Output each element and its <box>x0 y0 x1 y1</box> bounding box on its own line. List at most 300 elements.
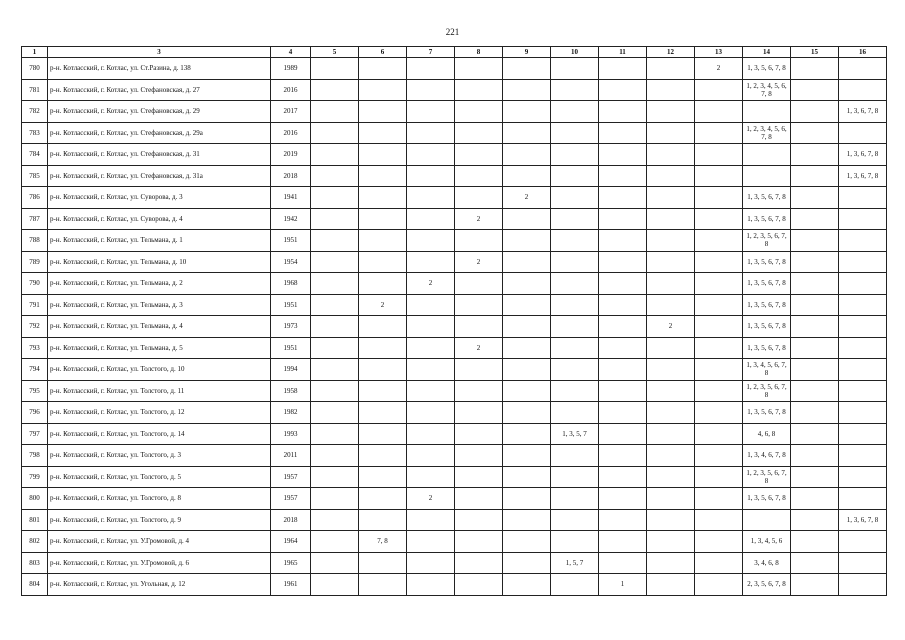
table-cell <box>407 359 455 381</box>
address-cell: р-н. Котласский, г. Котлас, ул. Угольная, д. 12 <box>48 574 271 596</box>
row-number-cell: 797 <box>22 423 48 445</box>
table-cell <box>455 144 503 166</box>
row-number-cell: 781 <box>22 79 48 101</box>
row-number-cell: 800 <box>22 488 48 510</box>
table-cell <box>839 423 887 445</box>
table-cell <box>695 402 743 424</box>
table-cell <box>551 79 599 101</box>
row-number-cell: 798 <box>22 445 48 467</box>
row-number-cell: 786 <box>22 187 48 209</box>
table-cell <box>695 251 743 273</box>
table-cell <box>551 316 599 338</box>
table-cell: 1, 2, 3, 4, 5, 6, 7, 8 <box>743 122 791 144</box>
table-cell <box>599 230 647 252</box>
column-header: 11 <box>599 47 647 58</box>
table-cell <box>791 445 839 467</box>
table-row <box>22 445 887 467</box>
table-cell <box>359 445 407 467</box>
table-cell <box>455 316 503 338</box>
table-cell <box>311 552 359 574</box>
table-cell <box>455 165 503 187</box>
table-cell: 1, 2, 3, 5, 6, 7, 8 <box>743 380 791 402</box>
table-cell <box>647 273 695 295</box>
table-row <box>22 79 887 101</box>
table-cell <box>407 79 455 101</box>
table-cell <box>743 509 791 531</box>
table-cell <box>551 445 599 467</box>
table-cell <box>311 509 359 531</box>
table-cell <box>647 531 695 553</box>
table-cell <box>647 79 695 101</box>
address-cell: р-н. Котласский, г. Котлас, ул. Толстого, д. 14 <box>48 423 271 445</box>
table-cell <box>455 359 503 381</box>
table-cell <box>503 359 551 381</box>
table-cell: 1, 3, 5, 6, 7, 8 <box>743 208 791 230</box>
table-cell <box>455 509 503 531</box>
address-cell: р-н. Котласский, г. Котлас, ул. Стефановская, д. 31а <box>48 165 271 187</box>
table-row <box>22 58 887 80</box>
table-cell <box>359 316 407 338</box>
address-cell: р-н. Котласский, г. Котлас, ул. У.Громовой, д. 6 <box>48 552 271 574</box>
table-cell <box>503 402 551 424</box>
table-cell: 2 <box>647 316 695 338</box>
address-cell: р-н. Котласский, г. Котлас, ул. Толстого, д. 11 <box>48 380 271 402</box>
table-cell <box>647 488 695 510</box>
table-cell <box>455 552 503 574</box>
row-number-cell: 788 <box>22 230 48 252</box>
table-row <box>22 402 887 424</box>
table-cell <box>647 509 695 531</box>
table-cell: 1 <box>599 574 647 596</box>
table-cell <box>647 208 695 230</box>
table-cell <box>599 144 647 166</box>
table-cell <box>791 380 839 402</box>
table-row <box>22 552 887 574</box>
table-cell: 1, 3, 4, 5, 6 <box>743 531 791 553</box>
year-cell: 1941 <box>271 187 311 209</box>
table-cell <box>551 58 599 80</box>
table-cell: 1, 3, 6, 7, 8 <box>839 165 887 187</box>
table-cell <box>551 230 599 252</box>
table-cell <box>311 79 359 101</box>
table-cell: 2 <box>407 488 455 510</box>
table-cell <box>503 488 551 510</box>
year-cell: 2016 <box>271 122 311 144</box>
table-row <box>22 509 887 531</box>
table-cell <box>647 380 695 402</box>
table-row <box>22 251 887 273</box>
table-cell <box>503 294 551 316</box>
table-cell <box>311 466 359 488</box>
table-cell <box>551 294 599 316</box>
column-header: 7 <box>407 47 455 58</box>
table-row <box>22 380 887 402</box>
table-cell <box>599 337 647 359</box>
table-row <box>22 273 887 295</box>
table-cell <box>455 273 503 295</box>
table-cell <box>647 230 695 252</box>
table-row <box>22 187 887 209</box>
address-cell: р-н. Котласский, г. Котлас, ул. Тельмана, д. 3 <box>48 294 271 316</box>
table-cell <box>311 251 359 273</box>
table-cell <box>839 79 887 101</box>
address-cell: р-н. Котласский, г. Котлас, ул. Стефановская, д. 29а <box>48 122 271 144</box>
table-cell: 1, 3, 5, 6, 7, 8 <box>743 316 791 338</box>
year-cell: 1958 <box>271 380 311 402</box>
table-cell <box>311 294 359 316</box>
table-cell <box>359 230 407 252</box>
table-row <box>22 294 887 316</box>
table-cell: 1, 3, 5, 6, 7, 8 <box>743 488 791 510</box>
row-number-cell: 782 <box>22 101 48 123</box>
row-number-cell: 795 <box>22 380 48 402</box>
table-cell: 1, 3, 6, 7, 8 <box>839 101 887 123</box>
table-cell <box>503 273 551 295</box>
table-cell <box>791 58 839 80</box>
table-cell <box>359 488 407 510</box>
table-cell <box>791 488 839 510</box>
table-cell <box>455 423 503 445</box>
table-cell <box>407 574 455 596</box>
table-cell <box>695 79 743 101</box>
table-cell <box>695 466 743 488</box>
year-cell: 1951 <box>271 230 311 252</box>
table-cell <box>455 294 503 316</box>
table-cell <box>407 402 455 424</box>
table-cell <box>551 574 599 596</box>
year-cell: 1982 <box>271 402 311 424</box>
table-cell <box>311 423 359 445</box>
table-cell <box>791 359 839 381</box>
table-cell <box>647 58 695 80</box>
row-number-cell: 803 <box>22 552 48 574</box>
address-cell: р-н. Котласский, г. Котлас, ул. Тельмана, д. 10 <box>48 251 271 273</box>
table-cell <box>359 552 407 574</box>
table-cell <box>839 294 887 316</box>
table-cell <box>455 531 503 553</box>
table-cell <box>551 509 599 531</box>
year-cell: 2011 <box>271 445 311 467</box>
table-cell <box>647 402 695 424</box>
row-number-cell: 792 <box>22 316 48 338</box>
table-cell: 3, 4, 6, 8 <box>743 552 791 574</box>
table-cell <box>503 122 551 144</box>
table-cell: 1, 3, 6, 7, 8 <box>839 509 887 531</box>
table-cell: 1, 2, 3, 5, 6, 7, 8 <box>743 466 791 488</box>
table-row <box>22 122 887 144</box>
table-cell <box>695 574 743 596</box>
table-cell <box>311 445 359 467</box>
table-cell <box>503 144 551 166</box>
table-row <box>22 466 887 488</box>
table-cell <box>311 208 359 230</box>
table-cell <box>839 273 887 295</box>
year-cell: 1942 <box>271 208 311 230</box>
table-cell: 1, 3, 5, 7 <box>551 423 599 445</box>
row-number-cell: 785 <box>22 165 48 187</box>
table-cell <box>839 359 887 381</box>
table-cell <box>503 531 551 553</box>
table-cell <box>551 144 599 166</box>
table-cell <box>551 380 599 402</box>
table-cell <box>407 101 455 123</box>
address-cell: р-н. Котласский, г. Котлас, ул. Суворова, д. 3 <box>48 187 271 209</box>
column-header: 12 <box>647 47 695 58</box>
table-cell <box>599 251 647 273</box>
table-cell <box>311 58 359 80</box>
table-cell <box>647 423 695 445</box>
table-cell <box>599 531 647 553</box>
row-number-cell: 794 <box>22 359 48 381</box>
registry-table <box>21 46 887 596</box>
table-cell <box>359 574 407 596</box>
column-header: 4 <box>271 47 311 58</box>
table-cell <box>407 380 455 402</box>
year-cell: 1964 <box>271 531 311 553</box>
table-cell <box>599 101 647 123</box>
table-cell <box>791 574 839 596</box>
address-cell: р-н. Котласский, г. Котлас, ул. Толстого, д. 3 <box>48 445 271 467</box>
table-cell <box>839 488 887 510</box>
table-row <box>22 101 887 123</box>
table-cell <box>407 230 455 252</box>
table-cell: 1, 3, 4, 6, 7, 8 <box>743 445 791 467</box>
table-cell <box>695 101 743 123</box>
table-cell <box>791 294 839 316</box>
table-cell <box>311 531 359 553</box>
table-cell <box>695 509 743 531</box>
table-cell <box>695 337 743 359</box>
table-cell <box>359 122 407 144</box>
column-header: 6 <box>359 47 407 58</box>
row-number-cell: 790 <box>22 273 48 295</box>
table-cell <box>359 466 407 488</box>
table-cell <box>359 380 407 402</box>
table-cell <box>359 423 407 445</box>
table-cell: 1, 5, 7 <box>551 552 599 574</box>
table-cell <box>839 58 887 80</box>
table-cell <box>839 402 887 424</box>
table-cell: 1, 3, 6, 7, 8 <box>839 144 887 166</box>
table-cell <box>599 423 647 445</box>
table-cell <box>599 466 647 488</box>
table-cell <box>647 552 695 574</box>
year-cell: 1961 <box>271 574 311 596</box>
table-cell <box>359 101 407 123</box>
table-cell <box>551 165 599 187</box>
table-cell <box>311 380 359 402</box>
table-cell <box>311 574 359 596</box>
table-cell <box>455 79 503 101</box>
table-cell <box>407 531 455 553</box>
table-cell <box>407 509 455 531</box>
table-cell <box>839 230 887 252</box>
row-number-cell: 793 <box>22 337 48 359</box>
column-header: 13 <box>695 47 743 58</box>
table-cell: 1, 3, 5, 6, 7, 8 <box>743 273 791 295</box>
address-cell: р-н. Котласский, г. Котлас, ул. Тельмана, д. 4 <box>48 316 271 338</box>
table-cell <box>839 380 887 402</box>
table-row <box>22 144 887 166</box>
table-cell: 1, 3, 5, 6, 7, 8 <box>743 187 791 209</box>
table-cell: 2, 3, 5, 6, 7, 8 <box>743 574 791 596</box>
table-cell: 2 <box>455 251 503 273</box>
table-cell: 7, 8 <box>359 531 407 553</box>
address-cell: р-н. Котласский, г. Котлас, ул. Стефановская, д. 31 <box>48 144 271 166</box>
table-cell <box>695 423 743 445</box>
table-row <box>22 165 887 187</box>
table-cell <box>503 58 551 80</box>
year-cell: 1968 <box>271 273 311 295</box>
table-cell <box>455 58 503 80</box>
table-cell <box>503 445 551 467</box>
table-cell <box>599 445 647 467</box>
page-number: 221 <box>445 27 460 37</box>
table-cell <box>791 208 839 230</box>
table-cell <box>407 208 455 230</box>
row-number-cell: 791 <box>22 294 48 316</box>
address-cell: р-н. Котласский, г. Котлас, ул. Тельмана, д. 1 <box>48 230 271 252</box>
address-cell: р-н. Котласский, г. Котлас, ул. У.Громовой, д. 4 <box>48 531 271 553</box>
table-cell <box>791 187 839 209</box>
table-cell <box>791 144 839 166</box>
address-cell: р-н. Котласский, г. Котлас, ул. Тельмана, д. 2 <box>48 273 271 295</box>
table-cell <box>551 488 599 510</box>
table-row <box>22 488 887 510</box>
table-cell <box>647 251 695 273</box>
table-cell <box>311 187 359 209</box>
table-cell <box>647 122 695 144</box>
table-cell <box>311 101 359 123</box>
table-cell <box>551 531 599 553</box>
address-cell: р-н. Котласский, г. Котлас, ул. Толстого, д. 8 <box>48 488 271 510</box>
table-cell <box>407 445 455 467</box>
row-number-cell: 804 <box>22 574 48 596</box>
year-cell: 1951 <box>271 294 311 316</box>
table-cell <box>311 316 359 338</box>
row-number-cell: 796 <box>22 402 48 424</box>
table-cell <box>791 316 839 338</box>
table-cell <box>791 79 839 101</box>
table-cell <box>647 574 695 596</box>
table-cell <box>647 101 695 123</box>
table-cell <box>455 101 503 123</box>
table-row <box>22 337 887 359</box>
year-cell: 1957 <box>271 488 311 510</box>
table-cell <box>407 294 455 316</box>
table-cell <box>503 509 551 531</box>
column-header: 9 <box>503 47 551 58</box>
table-cell <box>695 165 743 187</box>
address-cell: р-н. Котласский, г. Котлас, ул. Толстого, д. 10 <box>48 359 271 381</box>
table-cell <box>599 552 647 574</box>
table-cell <box>407 187 455 209</box>
row-number-cell: 787 <box>22 208 48 230</box>
table-cell <box>599 294 647 316</box>
table-cell <box>695 273 743 295</box>
year-cell: 1954 <box>271 251 311 273</box>
table-cell <box>359 273 407 295</box>
table-cell <box>599 509 647 531</box>
column-header: 10 <box>551 47 599 58</box>
table-cell <box>359 58 407 80</box>
table-cell <box>695 488 743 510</box>
table-cell: 2 <box>359 294 407 316</box>
address-cell: р-н. Котласский, г. Котлас, ул. Ст.Разина, д. 138 <box>48 58 271 80</box>
table-cell <box>407 466 455 488</box>
table-cell <box>695 208 743 230</box>
table-header <box>22 47 887 58</box>
table-cell <box>695 294 743 316</box>
address-cell: р-н. Котласский, г. Котлас, ул. Толстого, д. 5 <box>48 466 271 488</box>
table-cell <box>695 380 743 402</box>
year-cell: 1993 <box>271 423 311 445</box>
table-cell <box>647 359 695 381</box>
table-cell <box>455 466 503 488</box>
table-cell <box>695 122 743 144</box>
table-cell <box>647 294 695 316</box>
table-cell <box>503 79 551 101</box>
table-row <box>22 316 887 338</box>
table-cell <box>359 251 407 273</box>
table-cell <box>839 466 887 488</box>
table-cell <box>647 187 695 209</box>
table-cell <box>407 58 455 80</box>
table-cell <box>839 531 887 553</box>
year-cell: 2018 <box>271 509 311 531</box>
row-number-cell: 784 <box>22 144 48 166</box>
table-cell <box>791 337 839 359</box>
column-header: 15 <box>791 47 839 58</box>
row-number-cell: 799 <box>22 466 48 488</box>
table-cell <box>359 509 407 531</box>
column-header: 3 <box>48 47 271 58</box>
row-number-cell: 780 <box>22 58 48 80</box>
table-cell: 2 <box>455 337 503 359</box>
table-body <box>22 58 887 596</box>
table-cell <box>311 337 359 359</box>
table-cell <box>311 488 359 510</box>
table-cell <box>743 165 791 187</box>
row-number-cell: 789 <box>22 251 48 273</box>
table-cell <box>407 316 455 338</box>
table-cell: 2 <box>407 273 455 295</box>
year-cell: 1951 <box>271 337 311 359</box>
table-cell <box>695 359 743 381</box>
table-cell <box>359 79 407 101</box>
table-cell <box>407 165 455 187</box>
table-cell <box>311 402 359 424</box>
table-cell <box>695 316 743 338</box>
table-cell <box>791 165 839 187</box>
table-cell <box>551 101 599 123</box>
table-cell <box>743 144 791 166</box>
table-cell: 1, 3, 5, 6, 7, 8 <box>743 251 791 273</box>
year-cell: 1957 <box>271 466 311 488</box>
year-cell: 2019 <box>271 144 311 166</box>
table-cell <box>647 165 695 187</box>
table-row <box>22 423 887 445</box>
table-cell <box>599 359 647 381</box>
table-cell <box>503 423 551 445</box>
table-cell <box>791 101 839 123</box>
table-cell: 1, 2, 3, 4, 5, 6, 7, 8 <box>743 79 791 101</box>
table-cell <box>695 187 743 209</box>
table-cell <box>695 144 743 166</box>
table-cell <box>503 574 551 596</box>
table-cell <box>791 230 839 252</box>
table-cell <box>551 187 599 209</box>
